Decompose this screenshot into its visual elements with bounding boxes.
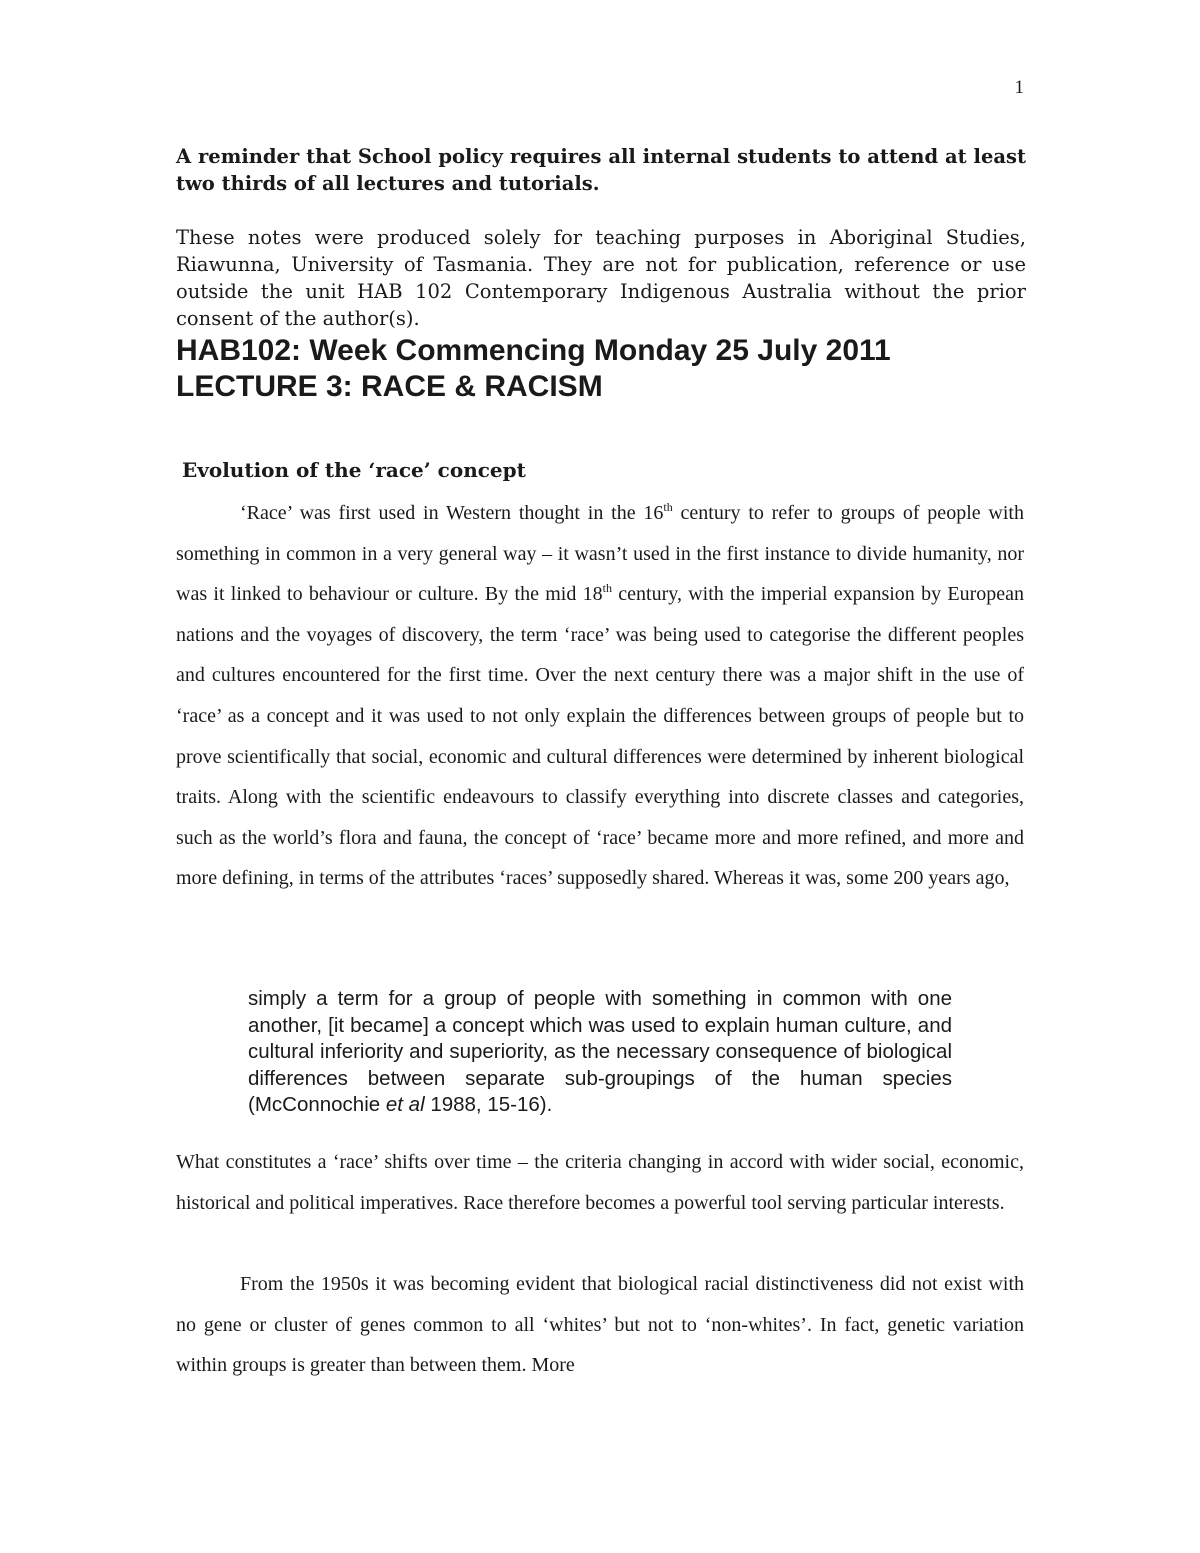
- title-line-week: HAB102: Week Commencing Monday 25 July 2011: [176, 334, 891, 367]
- block-quote: [248, 986, 952, 1119]
- para3-text: From the 1950s it was becoming evident that biological racial distinctiveness did not exist with no gene or cluster of genes common to all ‘whites’ but not to ‘non-whites’. In fact, genetic variation within groups is greater than between them. More: [176, 1273, 1024, 1377]
- para1-text-a: ‘Race’ was first used in Western thought in the 16: [240, 502, 664, 524]
- quote-citation: 1988, 15-16).: [424, 1093, 553, 1116]
- para2-text: What constitutes a ‘race’ shifts over time – the criteria changing in accord with wider social, economic, historical and political imperatives. Race therefore becomes a powerful tool serving particular interests.: [176, 1151, 1024, 1214]
- para1-text-c: century, with the imperial expansion by European nations and the voyages of discovery, the term ‘race’ was being used to categorise the different peoples and cultures encountered for the first time. Over the next century there was a major shift in the use of ‘race’ as a concept and it was used to not only explain the differences between groups of people but to prove scientifically that social, economic and cultural differences were determined by inherent biological traits. Along with the scientific endeavours to classify everything into discrete classes and categories, such as the world’s flora and fauna, the concept of ‘race’ became more and more refined, and more and more defining, in terms of the attributes ‘races’ supposedly shared. Whereas it was, some 200 years ago,: [176, 583, 1024, 890]
- body-paragraph-2: [176, 1142, 1024, 1223]
- attendance-reminder: A reminder that School policy requires all internal students to attend at least two thirds of all lectures and tutorials.: [176, 145, 1026, 195]
- title-line-lecture: LECTURE 3: RACE & RACISM: [176, 370, 603, 403]
- para1-superscript-2: th: [602, 581, 612, 596]
- section-heading: Evolution of the ‘race’ concept: [182, 458, 526, 482]
- para1-superscript-1: th: [663, 500, 673, 514]
- page-number: 1: [1014, 77, 1024, 98]
- usage-notice: These notes were produced solely for teaching purposes in Aboriginal Studies, Riawunna, University of Tasmania. They are not for publication, reference or use outside the unit HAB 102 Contemporary Indigenous Australia without the prior consent of the author(s).: [176, 226, 1026, 330]
- para1-text-b: century to refer to groups of people with something in common in a very general way – it wasn’t used in the first instance to divide humanity, nor was it linked to behaviour or culture. By the mid 18: [176, 502, 1024, 606]
- quote-text: simply a term for a group of people with something in common with one another, [it became] a concept which was used to explain human culture, and cultural inferiority and superiority, as the necessary consequence of biological differences between separate sub-groupings of the human species (McConnochie: [248, 987, 952, 1116]
- body-paragraph-1: [176, 493, 1024, 899]
- body-paragraph-3: [176, 1264, 1024, 1386]
- quote-italic: et al: [385, 1093, 425, 1116]
- page-title: [176, 333, 1026, 405]
